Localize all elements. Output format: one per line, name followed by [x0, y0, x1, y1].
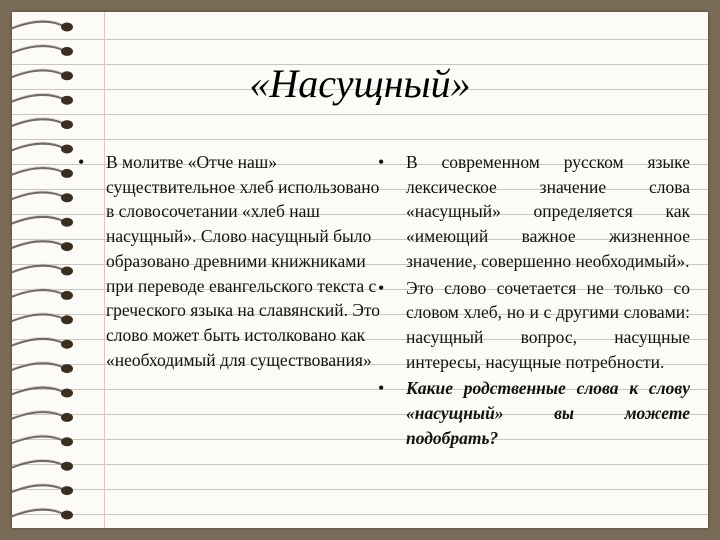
spiral-binding-ring-icon: [12, 240, 73, 251]
spiral-binding-ring-icon: [12, 167, 73, 178]
spiral-binding-ring-icon: [12, 508, 73, 519]
right-bullet-item-question: [372, 376, 690, 450]
spiral-binding-ring-icon: [12, 459, 73, 470]
slide-title: «Насущный»: [249, 61, 471, 106]
left-column: [72, 150, 390, 372]
right-item-text: В современном русском языке лексическое значение слова «насущный» определяется как «имеющий важное жизненное значение, совершенно необходимый».: [406, 152, 690, 271]
spiral-binding-ring-icon: [12, 20, 73, 31]
bullet-icon: •: [378, 378, 385, 399]
notebook-page: [12, 12, 708, 528]
bullet-icon: •: [378, 152, 385, 172]
spiral-binding-ring-icon: [12, 337, 73, 348]
spiral-binding-ring-icon: [12, 142, 73, 153]
spiral-binding-ring-icon: [12, 264, 73, 275]
spiral-binding-ring-icon: [12, 289, 73, 300]
right-column: [372, 150, 690, 450]
spiral-binding-ring-icon: [12, 484, 73, 495]
left-item-text: В молитве «Отче наш» существительное хлеб использовано в словосочетании «хлеб наш насущный». Слово насущный было образовано древними книжниками при переводе евангельского текста с греческого языка на славянский. Это слово может быть истолковано как «необходимый для существования»: [106, 152, 381, 370]
question-text: Какие родственные слова к слову «насущный» вы можете подобрать?: [406, 378, 690, 448]
bullet-icon: •: [78, 152, 85, 172]
spiral-binding-ring-icon: [12, 313, 73, 324]
spiral-binding-ring-icon: [12, 435, 73, 446]
right-bullet-item: [372, 276, 690, 375]
bullet-icon: •: [378, 277, 385, 298]
spiral-binding-ring-icon: [12, 386, 73, 397]
spiral-binding-ring-icon: [12, 191, 73, 202]
right-item-text: Это слово сочетается не только со словом хлеб, но и с другими словами: насущный вопрос, насущные интересы, насущные потребности.: [406, 277, 690, 372]
spiral-binding-ring-icon: [12, 215, 73, 226]
spiral-binding-ring-icon: [12, 45, 73, 56]
spiral-binding-ring-icon: [12, 411, 73, 422]
right-bullet-item: [372, 150, 690, 274]
spiral-binding-ring-icon: [12, 362, 73, 373]
spiral-binding-ring-icon: [12, 118, 73, 129]
left-bullet-item: [72, 150, 390, 372]
